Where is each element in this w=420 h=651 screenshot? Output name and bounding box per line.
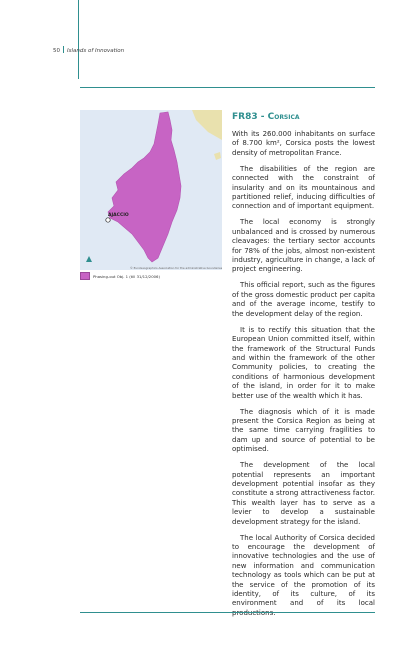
corsica-map [80, 110, 222, 270]
paragraph: The local economy is strongly unbalanced and is crossed by numerous cleavages: the tertiary sector accounts for 78% of the jobs, almost non-existent industry, agriculture in change, a lack of project engineering. [232, 218, 375, 274]
top-rule [80, 87, 375, 88]
region-name: Corsica [267, 112, 300, 122]
paragraph: The local Authority of Corsica decided to encourage the development of innovative technologies and the use of new information and communication technology as tools which can be put at the service of the promotion of its identity, of its culture, of its environment and of its local [232, 533, 375, 608]
region-code: FR83 - [232, 112, 268, 122]
paragraph: The disabilities of the region are connected with the constraint of insularity and on its mountainous and partitioned relief, inducing difficulties of connection and of important equipment. [232, 164, 375, 211]
header-separator [63, 46, 64, 53]
page-number: 50 [53, 48, 60, 54]
paragraph: The development of the local potential represents an important development potential insofar as they constitute a strong attractiveness factor. This wealth layer has to serve as a levier to develop a sustainable development strategy for the island. [232, 461, 375, 526]
ajaccio-marker [106, 218, 110, 222]
bottom-rule [80, 612, 375, 613]
legend-text: Phasing-out Obj. 1 (till 31/12/2006) [93, 273, 160, 279]
mainland-shape [192, 110, 222, 140]
paragraph: It is to rectify this situation that the European Union committed itself, within the framework of the Structural Funds and within the framework of the other Community policies, to creating the conditions of harmonious development of the island, in order for it to make better use of the wealth which it has. [232, 325, 375, 400]
paragraph: The diagnosis which of it is made present the Corsica Region as being at the same time carrying fragilities to dam up and source of potential to be optimised. [232, 407, 375, 454]
island-shape [108, 112, 181, 262]
margin-line [78, 0, 79, 79]
paragraph: With its 260.000 inhabitants on surface of 8.700 km², Corsica posts the lowest density of metropolitan France. [232, 130, 375, 157]
map-copyright: © EuroGeographics Association for the administrative boundaries [130, 266, 222, 270]
section-title: Islands of Innovation [67, 48, 125, 54]
page-header [53, 46, 124, 54]
map-graphic [80, 110, 222, 270]
compass-icon [86, 256, 92, 262]
map-legend [80, 272, 160, 280]
legend-swatch [80, 272, 90, 280]
islet-shape [214, 152, 221, 160]
paragraph: This official report, such as the figures of the gross domestic product per capita and of the average income, testify to the development delay of the region. [232, 281, 375, 318]
region-title [232, 112, 300, 122]
city-label: AJACCIO [108, 213, 129, 218]
body-text [232, 130, 375, 625]
